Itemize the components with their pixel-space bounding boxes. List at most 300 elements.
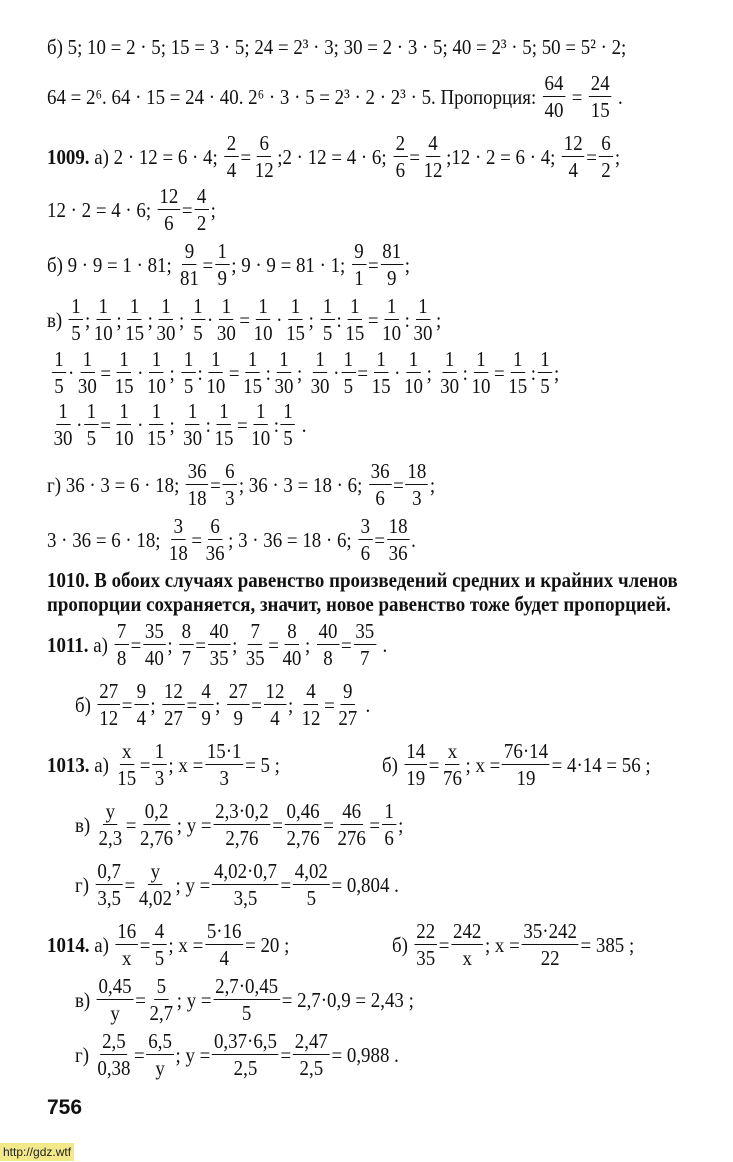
fraction: [52, 349, 66, 397]
fraction: [162, 681, 185, 729]
denominator: 40: [544, 98, 564, 122]
fraction: [441, 741, 464, 789]
fraction: [199, 681, 213, 729]
math-line: [50, 347, 559, 399]
expression-text: ;: [116, 307, 122, 332]
numerator: 1: [245, 349, 259, 373]
numerator: 12: [563, 131, 583, 155]
fraction: [224, 133, 238, 181]
expression-text: =: [100, 412, 112, 437]
expression-text: :: [462, 360, 468, 385]
fraction: [152, 921, 166, 969]
problem-number: 1009.: [47, 144, 90, 169]
fraction: [562, 133, 585, 181]
numerator: 1: [348, 296, 362, 320]
fraction: [113, 401, 136, 449]
expression-text: :: [336, 307, 342, 332]
expression-text: =: [438, 932, 450, 957]
expression-text: =: [191, 527, 203, 552]
numerator: 6: [599, 133, 613, 157]
expression-text: =: [374, 527, 386, 552]
denominator: 15: [371, 374, 391, 398]
expression-text: ; 9 · 9 = 81 · 1;: [231, 252, 351, 277]
denominator: 36: [388, 541, 408, 565]
denominator: 6: [384, 826, 394, 850]
fraction: [241, 349, 264, 397]
denominator: 18: [187, 486, 207, 510]
expression-text: =: [272, 812, 283, 837]
numerator: 1: [538, 349, 552, 373]
numerator: 0,2: [144, 799, 169, 823]
math-line: [47, 739, 280, 791]
numerator: 1: [382, 801, 396, 825]
denominator: y: [110, 1001, 120, 1025]
expression-text: =: [368, 252, 379, 277]
fraction: [92, 296, 115, 344]
fraction: [344, 296, 367, 344]
numerator: 1: [149, 401, 163, 425]
problem-number: 1013.: [47, 752, 90, 777]
fraction: [213, 401, 236, 449]
expression-text: =: [125, 812, 137, 837]
denominator: 30: [77, 374, 97, 398]
numerator: 40: [209, 619, 229, 643]
expression-text: а): [88, 632, 113, 657]
problem-number: В обоих случаях равенство произведений средних и крайних членов: [89, 567, 678, 592]
expression-text: =: [393, 472, 404, 497]
fraction: [309, 349, 332, 397]
expression-text: ·: [137, 412, 144, 437]
fraction: [208, 621, 231, 669]
math-line: [47, 71, 623, 123]
denominator: 5: [71, 321, 81, 345]
numerator: 1: [313, 349, 327, 373]
denominator: y: [155, 1056, 165, 1080]
numerator: 1: [84, 401, 98, 425]
expression-text: 3 · 36 = 6 · 18;: [47, 527, 166, 552]
expression-text: =: [268, 632, 279, 657]
expression-text: = 0,804 .: [331, 872, 399, 897]
denominator: 5: [322, 321, 333, 345]
expression-text: .: [411, 527, 416, 552]
numerator: 1: [149, 349, 163, 373]
numerator: 5·16: [206, 919, 242, 943]
denominator: 5: [241, 1001, 252, 1025]
numerator: 1: [159, 296, 173, 320]
numerator: 40: [318, 619, 338, 643]
denominator: 3,5: [233, 886, 258, 910]
denominator: 276: [337, 826, 366, 850]
expression-text: =: [100, 360, 112, 385]
numerator: 6: [223, 461, 237, 485]
denominator: 27: [163, 706, 183, 730]
fraction: [205, 921, 243, 969]
denominator: 3: [219, 766, 229, 790]
numerator: 1: [80, 349, 94, 373]
problem-number: 1010.: [47, 567, 90, 592]
expression-text: = 0,988 .: [331, 1042, 399, 1067]
fraction: [438, 349, 461, 397]
numerator: 12: [265, 679, 285, 703]
denominator: 4: [568, 158, 578, 182]
expression-text: г) 36 · 3 = 6 · 18;: [47, 472, 185, 497]
fraction: [143, 621, 166, 669]
denominator: 15: [286, 321, 305, 345]
denominator: 2,76: [286, 826, 320, 850]
expression-text: в): [47, 307, 67, 332]
numerator: 1: [117, 349, 131, 373]
numerator: 35·242: [523, 919, 577, 943]
fraction: [114, 621, 128, 669]
numerator: 1: [217, 401, 231, 425]
fraction: [341, 349, 355, 397]
numerator: 9: [134, 681, 148, 705]
fraction: [382, 801, 396, 849]
denominator: 0,38: [97, 1056, 131, 1080]
denominator: 8: [323, 646, 333, 670]
expression-text: =: [124, 872, 136, 897]
denominator: 9: [233, 706, 243, 730]
denominator: 10: [93, 321, 113, 345]
fraction: [227, 681, 250, 729]
expression-text: .: [613, 84, 623, 109]
expression-text: :: [273, 412, 280, 437]
numerator: 1: [320, 296, 334, 320]
expression-text: г): [75, 872, 94, 897]
numerator: 1: [281, 401, 295, 425]
numerator: 7: [114, 621, 128, 645]
math-line: [75, 1029, 399, 1081]
numerator: 4: [426, 133, 440, 157]
denominator: 36: [205, 541, 225, 565]
expression-text: ·: [394, 360, 401, 385]
fraction: [293, 1031, 330, 1079]
denominator: 35: [245, 646, 265, 670]
denominator: 22: [540, 946, 560, 970]
math-line: [47, 239, 410, 291]
fraction: [205, 741, 243, 789]
denominator: 6: [360, 541, 371, 565]
denominator: 4: [270, 706, 280, 730]
fraction: [470, 349, 493, 397]
numerator: 35: [144, 619, 164, 643]
denominator: 12: [301, 706, 321, 730]
fraction: [147, 1031, 174, 1079]
denominator: 4: [226, 158, 237, 182]
expression-text: ;: [398, 812, 404, 837]
expression-text: :: [265, 360, 271, 385]
denominator: 18: [168, 541, 188, 565]
expression-text: ; y =: [175, 1042, 211, 1067]
expression-text: ; y =: [175, 872, 211, 897]
denominator: 3,5: [97, 886, 121, 910]
numerator: 22: [416, 919, 436, 943]
fraction: [148, 976, 175, 1024]
math-line: [75, 679, 370, 731]
fraction: [155, 296, 177, 344]
expression-text: =: [409, 144, 420, 169]
denominator: 10: [147, 374, 166, 398]
denominator: 1: [354, 266, 364, 290]
numerator: 8: [179, 621, 193, 645]
denominator: 4: [219, 946, 229, 970]
expression-text: ; 36 · 3 = 18 · 6;: [238, 472, 368, 497]
math-line: [75, 974, 414, 1026]
denominator: 15: [508, 374, 528, 398]
fraction: [412, 296, 435, 344]
denominator: 5: [283, 426, 293, 450]
numerator: 1: [69, 296, 83, 320]
numerator: 6,5: [148, 1029, 172, 1053]
expression-text: .: [360, 692, 371, 717]
expression-text: .: [377, 632, 388, 657]
denominator: x: [121, 946, 132, 970]
numerator: 1: [341, 349, 355, 373]
fraction: [97, 801, 124, 849]
numerator: 1: [511, 349, 525, 373]
expression-text: ;: [404, 252, 411, 277]
fraction: [369, 461, 392, 509]
expression-text: б) 5; 10 = 2 · 5; 15 = 3 · 5; 24 = 2³ · 3; 30 = 2 · 3 · 5; 40 = 2³ · 5; 50 = 5² · 2;: [47, 34, 627, 59]
denominator: 40: [282, 646, 302, 670]
page-number: 756: [47, 1096, 83, 1119]
numerator: 24: [590, 71, 610, 95]
numerator: 35: [355, 619, 375, 643]
fraction: [284, 296, 307, 344]
denominator: 30: [274, 374, 294, 398]
denominator: 5: [540, 374, 550, 398]
fraction: [134, 681, 148, 729]
expression-text: =: [341, 632, 352, 657]
denominator: 8: [116, 646, 127, 670]
expression-text: =: [324, 692, 335, 717]
numerator: 36: [370, 459, 390, 483]
expression-text: =: [369, 812, 381, 837]
expression-text: ;: [147, 307, 153, 332]
expression-text: :: [530, 360, 537, 385]
denominator: 2,76: [140, 826, 174, 850]
problem-number: пропорции сохраняется, значит, новое равенство тоже будет пропорцией.: [47, 591, 671, 616]
expression-text: ; 3 · 36 = 18 · 6;: [228, 527, 357, 552]
fraction: [115, 741, 137, 789]
numerator: 1: [127, 296, 141, 320]
numerator: 4: [152, 921, 166, 945]
expression-text: =: [195, 632, 207, 657]
numerator: 8: [285, 621, 299, 645]
fraction: [370, 349, 393, 397]
denominator: 15: [214, 426, 234, 450]
expression-text: ·: [137, 360, 144, 385]
numerator: 0,37·6,5: [213, 1029, 277, 1053]
denominator: 4: [136, 706, 147, 730]
numerator: 2,5: [102, 1029, 126, 1053]
expression-text: ;: [287, 692, 298, 717]
denominator: 2,76: [225, 826, 259, 850]
expression-text: ;: [554, 360, 560, 385]
expression-text: ; x =: [484, 932, 520, 957]
numerator: 4: [194, 186, 208, 210]
numerator: 1: [117, 401, 131, 425]
fraction: [264, 681, 287, 729]
expression-text: ;: [210, 197, 216, 222]
denominator: 15: [590, 98, 610, 122]
denominator: 15: [114, 374, 134, 398]
expression-text: ;: [215, 692, 226, 717]
numerator: 1: [56, 401, 70, 425]
denominator: 15: [147, 426, 166, 450]
fraction: [205, 349, 228, 397]
fraction: [186, 461, 209, 509]
numerator: 1: [185, 401, 199, 425]
expression-text: =: [280, 872, 292, 897]
problem-number: 1011.: [47, 632, 89, 657]
denominator: 5: [154, 946, 165, 970]
numerator: 14: [406, 739, 426, 763]
expression-text: ;: [169, 360, 180, 385]
denominator: 2,5: [299, 1056, 324, 1080]
fraction: [76, 349, 99, 397]
numerator: 4,02·0,7: [213, 859, 277, 883]
fraction: [96, 1031, 133, 1079]
expression-text: ;: [150, 692, 161, 717]
fraction: [191, 296, 205, 344]
denominator: 6: [164, 211, 174, 235]
math-line: [392, 919, 634, 971]
numerator: y: [148, 861, 162, 885]
fraction: [281, 621, 303, 669]
expression-text: :: [205, 412, 211, 437]
expression-text: =: [567, 84, 588, 109]
math-line: [47, 459, 435, 511]
expression-text: ;: [232, 632, 243, 657]
fraction: [215, 241, 229, 289]
fraction: [96, 861, 123, 909]
denominator: 5: [54, 374, 64, 398]
expression-text: ·: [276, 307, 283, 332]
fraction: [113, 349, 136, 397]
fraction: [285, 801, 322, 849]
fraction: [293, 861, 330, 909]
denominator: 2,7: [149, 1001, 174, 1025]
numerator: 76·14: [503, 739, 549, 763]
expression-text: а) 2 · 12 = 6 · 4;: [89, 144, 223, 169]
fraction: [380, 296, 403, 344]
numerator: 6: [257, 133, 271, 157]
denominator: 19: [516, 766, 536, 790]
denominator: 76: [443, 766, 462, 790]
denominator: 10: [206, 374, 226, 398]
fraction: [212, 1031, 279, 1079]
footer-link[interactable]: http://gdz.wtf: [0, 1143, 74, 1161]
numerator: 4,02: [294, 859, 328, 883]
numerator: 9: [182, 241, 196, 265]
denominator: 6: [375, 486, 385, 510]
fraction: [213, 801, 270, 849]
expression-text: =: [251, 692, 262, 717]
expression-text: =: [186, 692, 198, 717]
numerator: 1: [384, 296, 398, 320]
denominator: 2,5: [233, 1056, 258, 1080]
expression-text: =: [228, 360, 240, 385]
fraction: [244, 621, 267, 669]
denominator: 5: [183, 374, 194, 398]
denominator: 2,3: [98, 826, 123, 850]
expression-text: ;: [614, 144, 621, 169]
fraction: [273, 349, 296, 397]
numerator: 4: [199, 681, 213, 705]
expression-text: :: [404, 307, 410, 332]
numerator: 1: [215, 241, 229, 265]
numerator: 9: [341, 681, 355, 705]
fraction: [337, 681, 360, 729]
denominator: 10: [471, 374, 491, 398]
fraction: [249, 401, 272, 449]
denominator: 15: [345, 321, 365, 345]
numerator: 18: [407, 459, 427, 483]
numerator: 2,3·0,2: [215, 799, 269, 823]
numerator: 5: [154, 976, 168, 1000]
expression-text: =: [121, 692, 133, 717]
numerator: x: [445, 741, 459, 765]
fraction: [589, 73, 612, 121]
denominator: 6: [395, 158, 406, 182]
numerator: 1: [219, 296, 233, 320]
math-line: [75, 799, 403, 851]
fraction: [181, 401, 204, 449]
fraction: [402, 349, 425, 397]
denominator: 15: [125, 321, 145, 345]
numerator: 1: [288, 296, 302, 320]
fraction: [281, 401, 295, 449]
expression-text: = 4·14 = 56 ;: [551, 752, 651, 777]
expression-text: ;: [429, 472, 436, 497]
numerator: 64: [544, 71, 564, 95]
numerator: 27: [99, 679, 119, 703]
expression-text: = 5 ;: [245, 752, 280, 777]
fraction: [213, 976, 280, 1024]
fraction: [97, 681, 120, 729]
denominator: x: [462, 946, 472, 970]
numerator: 16: [117, 919, 137, 943]
math-line: [47, 21, 626, 73]
numerator: 1: [52, 349, 66, 373]
expression-text: =: [280, 1042, 292, 1067]
numerator: 4: [304, 681, 318, 705]
denominator: 3: [412, 486, 422, 510]
numerator: 7: [248, 621, 262, 645]
fraction: [253, 133, 276, 181]
expression-text: = 20 ;: [245, 932, 290, 957]
numerator: 1: [209, 349, 223, 373]
numerator: 6: [208, 516, 222, 540]
expression-text: =: [237, 412, 248, 437]
expression-text: =: [134, 1042, 145, 1067]
fraction: [404, 741, 427, 789]
denominator: 30: [156, 321, 176, 345]
math-line: [47, 919, 289, 971]
fraction: [138, 801, 175, 849]
expression-text: ;2 · 12 = 4 · 6;: [277, 144, 392, 169]
expression-text: б): [392, 932, 413, 957]
numerator: 1: [406, 349, 420, 373]
numerator: 2,47: [294, 1029, 328, 1053]
denominator: 30: [216, 321, 236, 345]
math-line: [75, 859, 399, 911]
denominator: 10: [382, 321, 402, 345]
expression-text: =: [240, 144, 252, 169]
denominator: 30: [53, 426, 73, 450]
numerator: 12: [159, 184, 179, 208]
